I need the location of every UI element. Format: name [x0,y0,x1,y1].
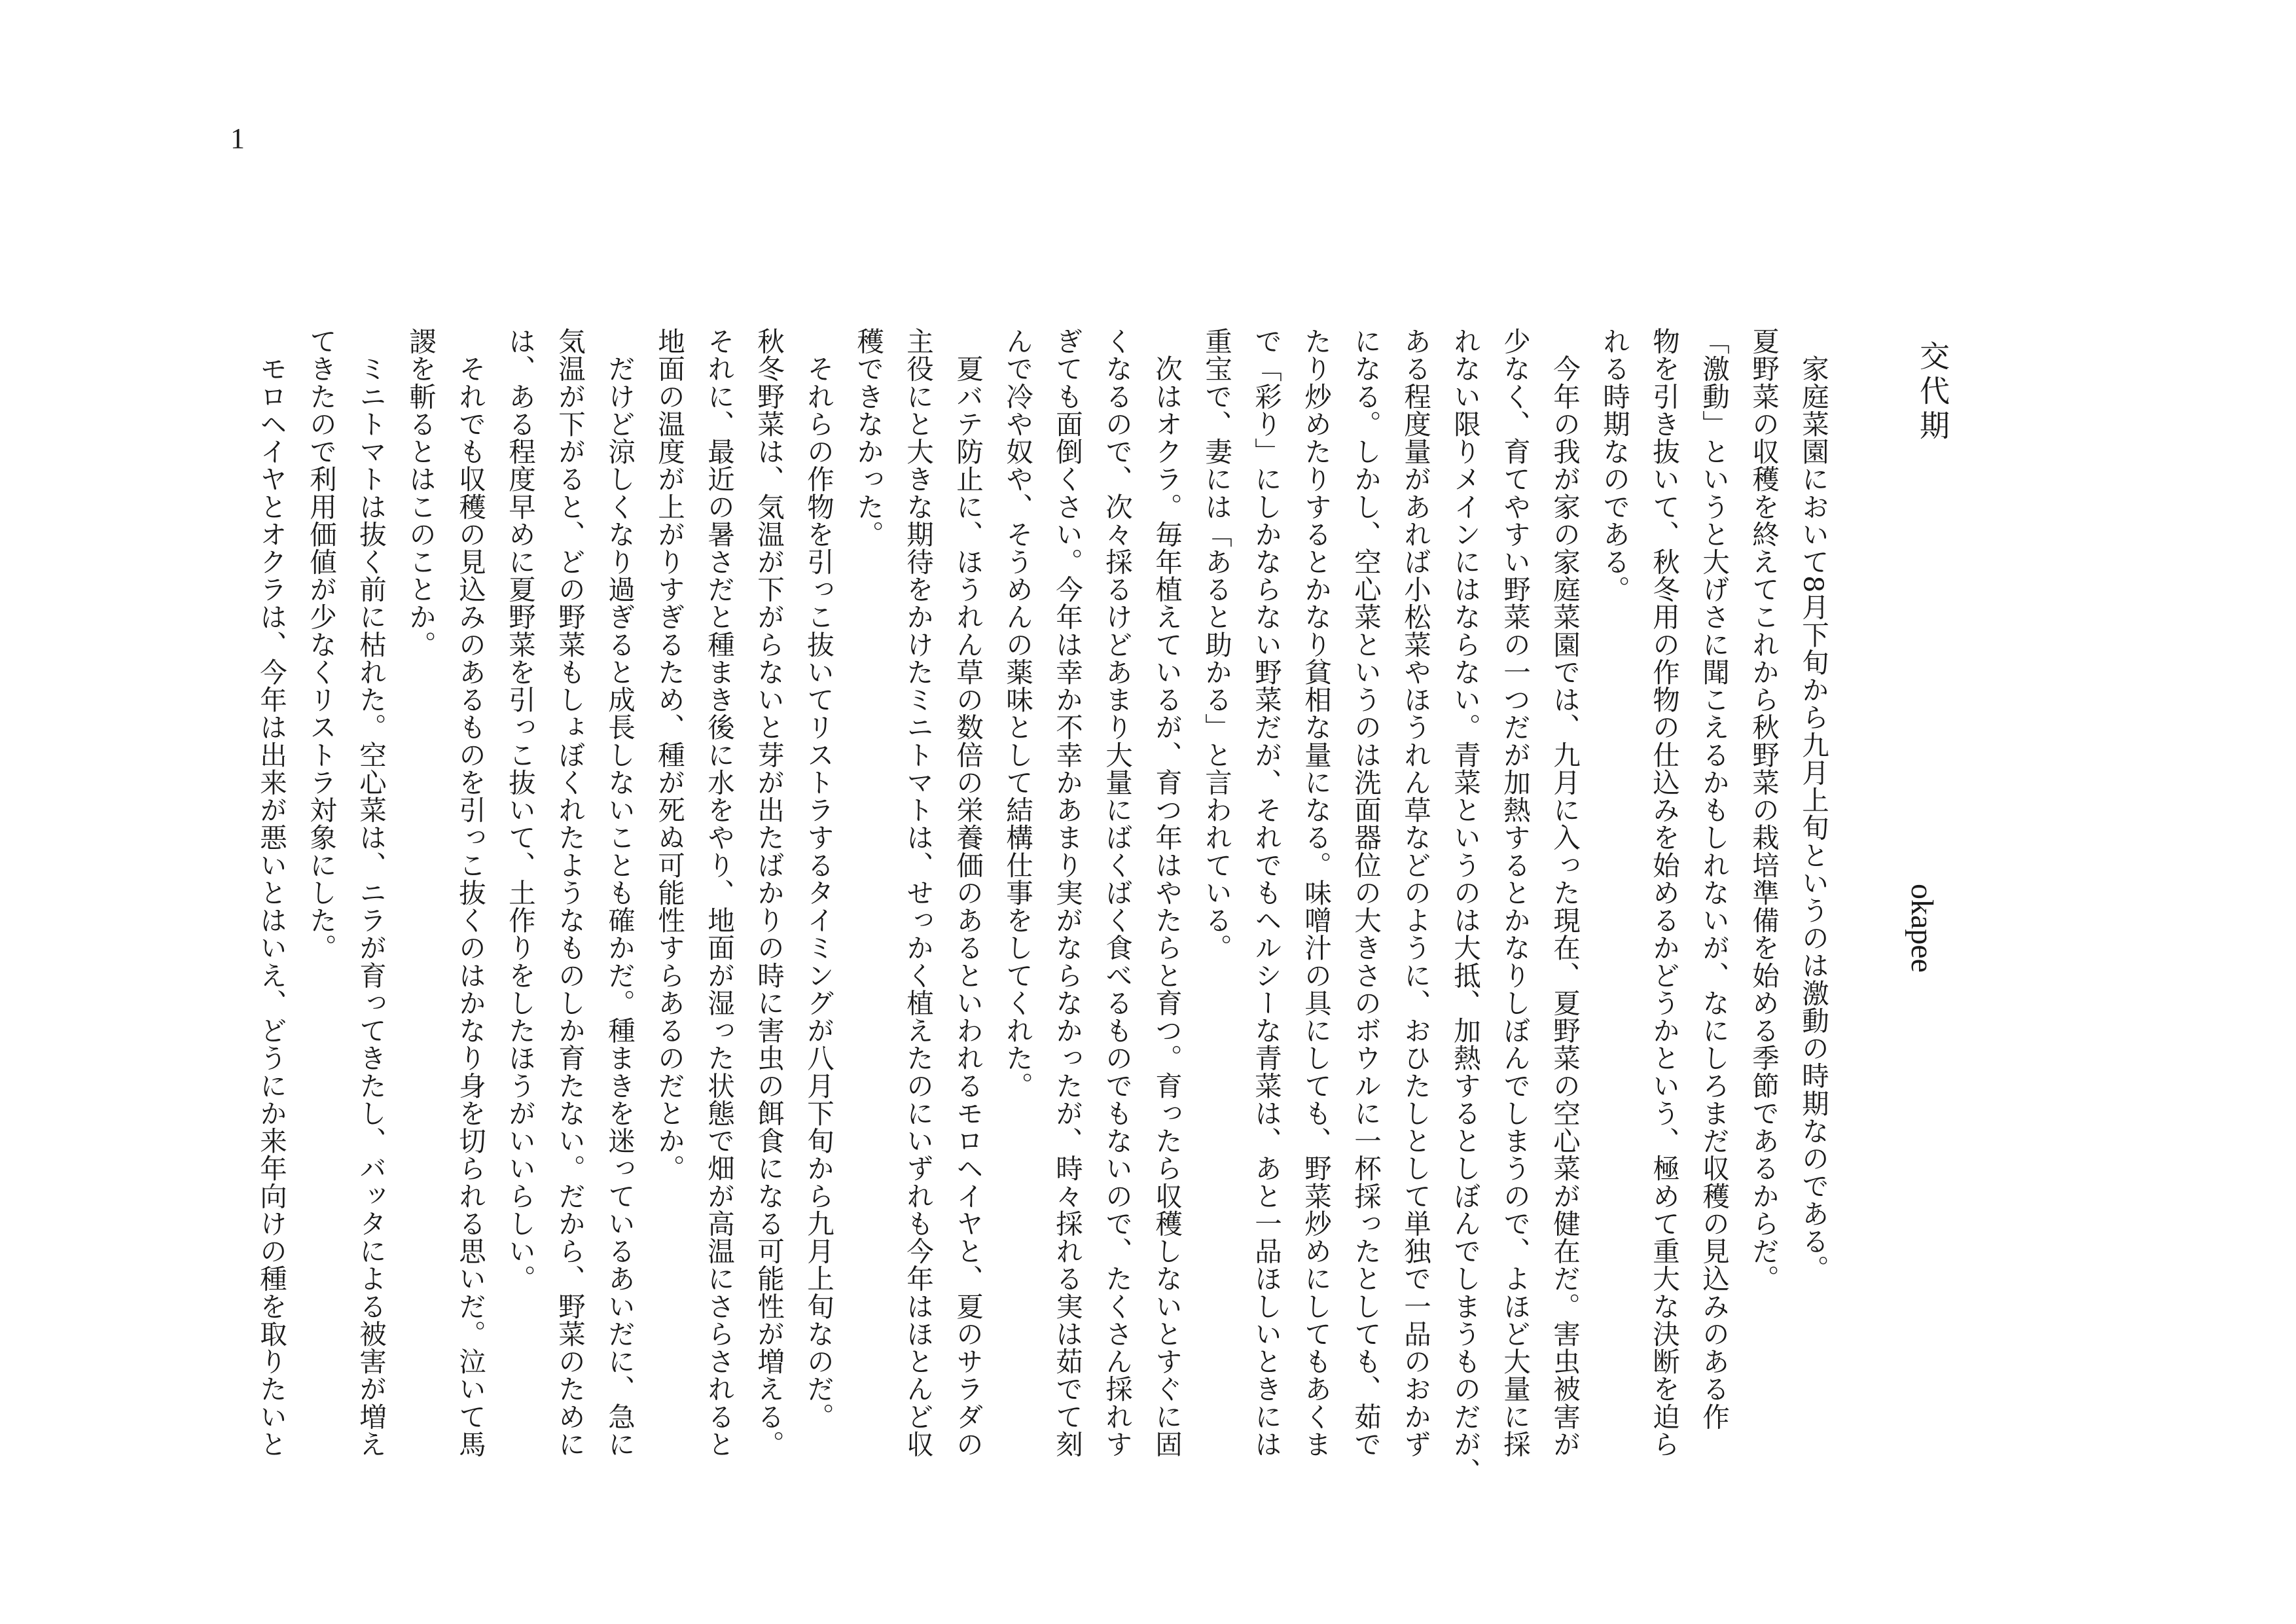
text-line: 重宝で、妻には「あると助かる」と言われている。 [1200,327,1232,962]
text-line: だけど涼しくなり過ぎると成長しないことも確かだ。種まきを迷っているあいだに、急に [603,327,636,1458]
text-line: それに、最近の暑さだと種まき後に水をやり、地面が湿った状態で畑が高温にさらされると [703,327,735,1458]
text-line: ある程度量があれば小松菜やほうれん草などのように、おひたしとして単独で一品のおかず [1399,327,1431,1458]
text-line: 謖を斬るとはこのことか。 [404,327,437,659]
text-line: 夏バテ防止に、ほうれん草の数倍の栄養価のあるといわれるモロヘイヤと、夏のサラダの [952,327,984,1458]
text-line: それらの作物を引っこ抜いてリストラするタイミングが八月下旬から九月上旬なのだ。 [802,327,834,1430]
text-line: くなるので、次々採るけどあまり大量にばくばく食べるものでもないので、たくさん採れす [1101,327,1133,1458]
text-line: 少なく、育てやすい野菜の一つだが加熱するとかなりしぼんでしまうので、よほど大量に採 [1499,327,1531,1458]
text-line: モロヘイヤとオクラは、今年は出来が悪いとはいえ、どうにか来年向けの種を取りたいと [255,327,287,1458]
text-line: 主役にと大きな期待をかけたミニトマトは、せっかく植えたのにいずれも今年はほとんど収 [902,327,934,1458]
text-line: 地面の温度が上がりすぎるため、種が死ぬ可能性すらあるのだとか。 [653,327,685,1182]
text-line: 次はオクラ。毎年植えているが、育つ年はやたらと育つ。育ったら収穫しないとすぐに固 [1151,327,1183,1458]
page-number: 1 [230,122,245,154]
text-line: れない限りメインにはならない。青菜というのは大抵、加熱するとしぼんでしまうものだが、 [1449,327,1481,1486]
text-line: 気温が下がると、どの野菜もしょぼくれたようなものしか育たない。だから、野菜のために [554,327,586,1458]
essay-title: 交代期 [1915,340,1950,444]
text-line: てきたので利用価値が少なくリストラ対象にした。 [305,327,337,962]
text-line: れる時期なのである。 [1598,327,1630,604]
text-line: は、ある程度早めに夏野菜を引っこ抜いて、土作りをしたほうがいいらしい。 [504,327,536,1293]
text-line: になる。しかし、空心菜というのは洗面器位の大きさのボウルに一杯採ったとしても、茹で [1350,327,1382,1458]
author-name: okapee [1905,884,1939,973]
text-line: 家庭菜園において8月下旬から九月上旬というのは激動の時期なのである。 [1797,327,1829,1283]
body-text [246,327,1838,1486]
text-line: それでも収穫の見込みのあるものを引っこ抜くのはかなり身を切られる思いだ。泣いて馬 [454,327,486,1458]
text-line: 物を引き抜いて、秋冬用の作物の仕込みを始めるかどうかという、極めて重大な決断を迫ら [1648,327,1680,1458]
text-line: 夏野菜の収穫を終えてこれから秋野菜の栽培準備を始める季節であるからだ。 [1748,327,1780,1293]
text-line: ぎても面倒くさい。今年は幸か不幸かあまり実がならなかったが、時々採れる実は茹でて刻 [1051,327,1083,1458]
text-line: たり炒めたりするとかなり貧相な量になる。味噌汁の具にしても、野菜炒めにしてもあくま [1300,327,1332,1458]
text-line: ミニトマトは抜く前に枯れた。空心菜は、ニラが育ってきたし、バッタによる被害が増え [355,327,387,1458]
text-line: 「激動」というと大げさに聞こえるかもしれないが、なにしろまだ収穫の見込みのある作 [1698,327,1730,1430]
text-line: 秋冬野菜は、気温が下がらないと芽が出たばかりの時に害虫の餌食になる可能性が増える。 [753,327,785,1458]
text-line: んで冷や奴や、そうめんの薬味として結構仕事をしてくれた。 [1001,327,1033,1100]
text-line: 穫できなかった。 [852,327,884,548]
text-line: で「彩り」にしかならない野菜だが、それでもヘルシーな青菜は、あと一品ほしいときには [1250,327,1282,1458]
text-line: 今年の我が家の家庭菜園では、九月に入った現在、夏野菜の空心菜が健在だ。害虫被害が [1549,327,1581,1458]
